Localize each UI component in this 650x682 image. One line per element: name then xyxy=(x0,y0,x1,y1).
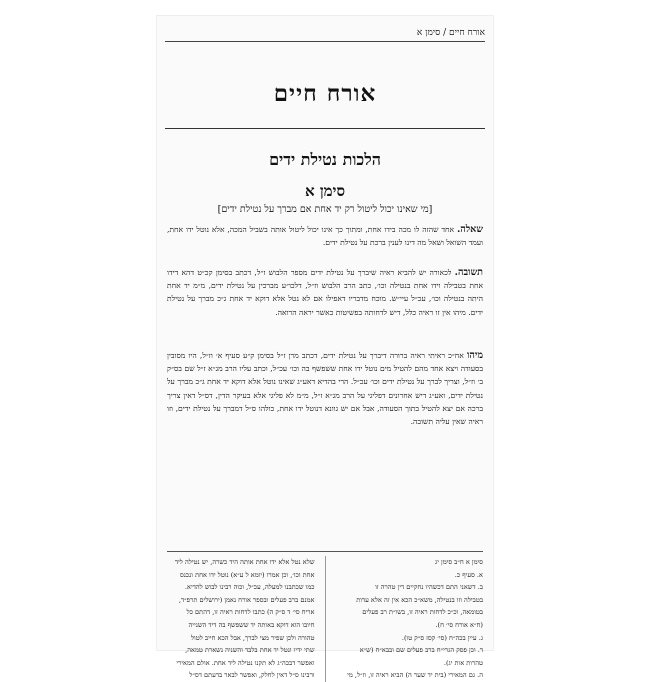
footnote-line: טהרות אות יג). xyxy=(443,658,483,667)
footnote-line: א. סעיף כ. xyxy=(454,570,483,579)
footnote-line: כמו שכתבנו למעלה, עכ״ל, וכוה רבינו לבוש להדיא. xyxy=(184,583,315,592)
footnote-line: אריח סי׳ ד ס״ק ה) כתבו לדחות ראיה זו, דהתם כל xyxy=(186,608,315,617)
answer-lead: תשובה. xyxy=(454,267,483,278)
footnote-line: ג. עיין בכה״ח (סי׳ קסז ס״ק טו). xyxy=(401,633,483,642)
footnote-line: אמנם ברב פעלים ובספר אורח נאמן (ירושלים תרפ״ד, xyxy=(178,595,315,604)
siman-subtitle: [מי שאינו יכול ליטול רק יד אחת אם מברך על נטילת ידים] xyxy=(217,204,433,215)
section-title: הלכות נטילת ידים xyxy=(269,150,381,169)
footnote-line: חיובו הוא דוקא באותה יד ששפשף בה דיד השנייה xyxy=(188,620,315,629)
footnote-divider xyxy=(167,551,483,552)
continuation-paragraph xyxy=(167,349,483,428)
footnote-line: ב. דשאני התם דכשהיו נחקיים דין טהרה זו xyxy=(375,583,483,592)
footnote-line: ה. גם המאירי (בית יד שער ה) הביא ראיה זו, וז״ל, מי xyxy=(347,671,483,680)
running-head: אורח חיים / סימן א xyxy=(165,27,485,42)
footnote-line: בטבילה וזו בנטילה, משא״כ הכא אין זה אלא עדות xyxy=(356,595,483,604)
question-text: אחד שהזה לו מכה בידו אחת, ומתוך כך אינו יכול ליטול אותה בשביל המכה, אלא נוטל ידו אחת, ועמד השואל ושאל מה דינו לענין ברכת על נטילת ידים. xyxy=(167,225,483,248)
book-title: אורח חיים xyxy=(273,80,377,107)
footnote-line: ואפשר דבכה״ג לא תקנו נטילה ליד אחת. אולם המאירי xyxy=(176,658,315,667)
question-paragraph xyxy=(167,223,483,249)
siman-title: סימן א xyxy=(304,182,346,200)
title-rule xyxy=(165,128,485,129)
footnote-line: טהורה ולכן שפיר מצי לברך, אבל הכא חייב לטול xyxy=(190,633,315,642)
question-lead: שאלה. xyxy=(456,224,483,235)
column-divider xyxy=(325,556,326,682)
footnotes-right-column xyxy=(336,556,484,682)
footnote-line: אחת וכו׳, וכן אמרו (יומא ל ע״א) נוטל ידו אחת ונכנס xyxy=(180,570,315,579)
footnote-line: שתי ידיו ונטל יד אחת בלבד והשניה נשארת טמאה, xyxy=(185,646,315,655)
continuation-lead: מיהו xyxy=(466,350,483,361)
footnote-line: בטומאה, וכ״כ לדחות ראיה זו, בשו״ת רב פעלים xyxy=(362,608,483,617)
footnote-line: ד. וכן פסק הגרי״ח ברב פעלים שם ובבא״ח (ש״א xyxy=(359,646,483,655)
footnote-line: סימן א ח״ב סימן יג xyxy=(435,558,483,566)
footnote-line: ורבינו ס״ל דאין לחלק, ואפשר לבאר בדעתם דס״ל xyxy=(189,671,315,680)
footnotes xyxy=(167,556,483,682)
book-page xyxy=(157,16,493,680)
footnotes-left-column xyxy=(167,556,315,682)
footnote-line: (ח״א אורח סי׳ ח). xyxy=(435,620,483,629)
footnote-line: שלא נטל אלא ידו אחת אותה היד כשרה, יש נטילה ליד xyxy=(174,558,315,566)
continuation-text: אח״כ ראיתי ראיה ברורה דיברך על נטילת ידים, דכתב מרן ז״ל בסימן ק״ע סעיף א׳ וז״ל, היו מסובין בסעודה ויצא אחד מהם להטיל מים נוטל ידו אחת ששפשף בה וכו׳ עכ״ל, וכתב עליו הרב מג״א ז״ל שם בס״ק ב׳ וז״ל, וצריך לברך על נטילת ידים וכו׳ עכ״ל. הרי בהדיא דאע״ג שאינו נוטל אלא דוקא יד אחת ג״כ מברך על נטילת ידים, ואע״ג דיש אחרונים דפליגי על הרב מג״א ז״ל, מ״מ לא פליגי אלא בעיקר הדין, דס״ל דאין צריך ברכה אם יצא להטיל בתוך הסעודה, אבל אם יש גוונא דנוטל ידו אחת, כולהו ס״ל דמברך על נטילת ידים, וזו ראיה שאין עליה תשובה. xyxy=(167,351,483,427)
answer-paragraph xyxy=(167,266,483,319)
answer-text: לכאורה יש להביא ראיה שיברך על נטילת ידים מספר הלבוש ז״ל, דכתב בסימן קכ״ט דהא דידו אחת בטבילה וידו אחת בנטילה וכו׳, כתב הרב הלבוש וז״ל, דלכו״ע מברכין על נטילת ידים, מ״מ יד אחת היתה בנטילה וכו׳, עכ״ל עיי״ש. מוכח מדבריו דאפילו אם לא נטל אלא דוקא יד אחת ג״כ מברך על נטילת ידים. מיהו אין זו ראיה כלל, דיש לדחותה בפשיטות כאשר יראה הרואה. xyxy=(167,268,483,317)
